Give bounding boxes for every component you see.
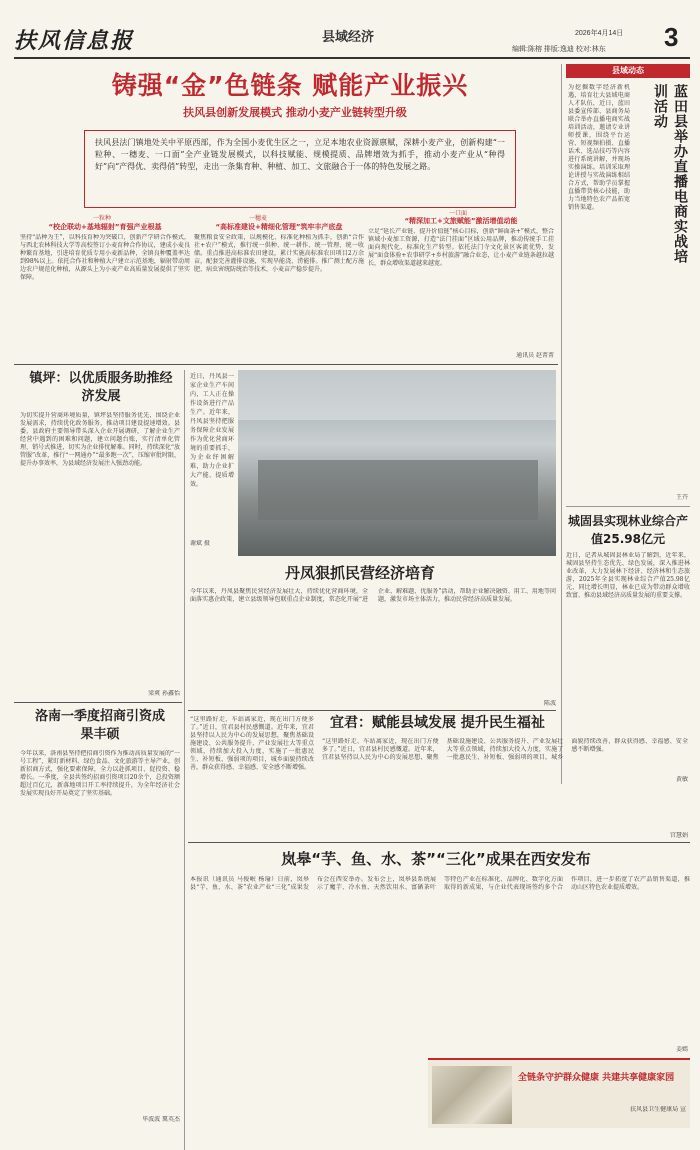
sidebar-label: 县域动态: [612, 66, 644, 75]
col1-kicker: 一粒种: [92, 215, 111, 222]
photo-caption: 近日，丹凤县一家企业生产车间内，工人正在操作设备进行产品生产。近年来，丹凤县坚持把服务保障企业发展作为优化营商环境的重要抓手，为企业纾困解难，助力企业扩大产能、提质增效。: [190, 373, 234, 488]
editors-line: 编辑:陈榕 排版:逸迪 校对:林东: [512, 46, 606, 53]
danfeng-title: 丹凤狠抓民营经济培育: [284, 564, 435, 582]
sidebar-byline: 王卉: [675, 494, 688, 501]
sidebar-body: 为挖掘数字经济新机遇，培育壮大县域电商人才队伍，近日，蓝田县委宣传部、县商务局联合举办直播电商实战培训活动，邀请专业讲师授课，围绕平台运营、短视频拍摄、直播话术、选品技巧等内容进行系统讲解，并现场实操演练。培训采取理论讲授与实战演练相结合方式，帮助学员掌握直播带货核心技能，助力当地特色农产品拓宽销售渠道。: [568, 84, 630, 211]
col3-byline: 通讯员 赵菁菁: [516, 352, 554, 359]
left-col-divider: [184, 370, 185, 1150]
langao-body: 本报讯（通讯员 马俊岷 杨瑜）日前，岚皋县“芋、鱼、水、茶”农业产业“三化”成果发布会在西安举办。发布会上，岚皋县系统展示了魔芋、冷水鱼、天然饮用水、富硒茶叶等特色产业在标准化、品牌化、数字化方面取得的新成果，与企业代表现场签约多个合作项目，进一步拓宽了农产品销售渠道，推动山区特色农业提质增效。: [190, 876, 690, 891]
zhenping-title: 镇坪：以优质服务助推经济发展: [29, 371, 173, 404]
col1-title: “校企联动+基地辐射”育强产业根基: [48, 223, 162, 231]
item2-title: 城固县实现林业综合产值25.98亿元: [567, 514, 688, 546]
luonan-body: 今年以来，洛南县坚持把招商引资作为推动高质量发展的“一号工程”，紧盯新材料、绿色食品、文化旅游等主导产业，创新招商方式，强化要素保障，全力以赴抓项目、促投资、稳增长。一季度，全县共签约招商引资项目20余个，总投资额超过百亿元，新落地项目开工率持续提升，为全年经济社会发展实现良好开局奠定了坚实基础。: [20, 750, 180, 797]
masthead-rule: [14, 57, 690, 59]
lead-summary: 扶风县法门镇地处关中平原西部，作为全国小麦优生区之一，立足本地农业资源禀赋，深耕小麦产业，创新构建“一粒种、一穗麦、一口面”全产业链发展模式，以科技赋能、规模提质、品牌增效为抓手，推动小麦产业从“种得好”向“产得优、卖得俏”转型，走出一条集育种、种植、加工、文旅融合于一体的特色发展之路。: [84, 130, 516, 208]
page-number: 3: [664, 22, 679, 52]
col3-title: “精深加工+文旅赋能”激活增值动能: [404, 217, 518, 225]
photo-byline: 谢斌 摄: [190, 540, 210, 547]
lead-subtitle: 扶风县创新发展模式 推动小麦产业链转型升级: [183, 106, 407, 119]
zhenping-byline: 梁爽 孙鑫怡: [148, 690, 180, 697]
col2-kicker: 一穗麦: [248, 215, 267, 222]
luonan-title: 洛南一季度招商引资成果丰硕: [34, 709, 165, 742]
yijun-body-2: “这里路好走、车站离家近，现在出门方便多了。”近日，宜君县村民感慨道。近年来，宜君县坚持以人民为中心的发展思想，聚焦基础设施建设、公共服务提升、产业发展壮大等重点领域，持续加大投入力度，实施了一批惠民生、补短板、强弱项的项目，城乡面貌持续改善，群众获得感、幸福感、安全感不断增强。: [322, 738, 688, 761]
langao-title: 岚皋“芋、鱼、水、茶”“三化”成果在西安发布: [281, 850, 591, 868]
col2-body: 聚焦粮食安全政策，以规模化、标准化种植为抓手，创新“合作社+农户”模式，推行统一供种、统一耕作、统一管理、统一收储。重点推进高标准农田建设，累计实施高标准农田项目2万余亩，配套完善灌排设施，实现旱能浇、涝能排。推广测土配方施肥、病虫害统防统治等技术，小麦亩产稳步提升。: [194, 234, 364, 273]
yijun-lead-body: “这里路好走、车站离家近，现在出门方便多了。”近日，宜君县村民感慨道。近年来，宜君县坚持以人民为中心的发展思想，聚焦基础设施建设、公共服务提升、产业发展壮大等重点领域，持续加大投入力度，实施了一批惠民生、补短板、强弱项的项目，城乡面貌持续改善，群众获得感、幸福感、安全感不断增强。: [190, 716, 314, 771]
luonan-byline: 毕波波 冀英杰: [142, 1116, 180, 1123]
col3-body: 立足“延长产业链、提升价值链”核心目标，创新“鲜面条+”模式，整合镇域小麦加工资源，打造“法门挂面”区域公用品牌，推动传统手工挂面向现代化、标准化生产转型。依托法门寺文化景区客流优势，发展“面食体验+农事研学+乡村旅游”融合业态，让小麦产业链条越拉越长，群众增收渠道越来越宽。: [368, 228, 554, 267]
section-name: 县域经济: [322, 30, 375, 45]
lead-title: 铸强“金”色链条 赋能产业振兴: [111, 71, 469, 100]
paper-logo: 扶风信息报: [14, 28, 135, 54]
col2-title: “高标准建设+精细化管理”筑牢丰产底盘: [215, 223, 343, 231]
langao-rule: [188, 842, 690, 843]
col3-kicker: 一口面: [448, 210, 467, 217]
yijun-rule: [188, 710, 556, 711]
luonan-rule: [14, 702, 182, 703]
danfeng-byline: 陈波: [543, 700, 556, 707]
ad-image: [432, 1066, 512, 1124]
yijun-title: 宜君：赋能县域发展 提升民生福祉: [330, 715, 545, 731]
danfeng-body: 今年以来，丹凤县聚焦民营经济发展壮大，持续优化营商环境，全面落实惠企政策，建立县级领导包联重点企业制度，常态化开展“进企业、解难题、优服务”活动，帮助企业解决融资、用工、用地等问题，激发市场主体活力，推动民营经济高质量发展。: [190, 588, 556, 603]
issue-date: 2026年4月14日: [575, 30, 624, 37]
photo-light: [238, 370, 556, 420]
col1-body: 坚持“品种为王”，以科技育种为突破口，创新产学研合作模式，与西北农林科技大学等高校签订小麦育种合作协议，建成小麦良种繁育基地，引进培育优质专用小麦新品种，全镇良种覆盖率达到98%以上。依托合作社和种植大户建立示范基地，辐射带动周边农户规范化种植，从源头上为小麦产业高质量发展提供了坚实保障。: [20, 234, 190, 281]
sidebar-title: 蓝田县举办直播电商实战培训活动: [652, 84, 688, 264]
sidebar-rule: [566, 506, 690, 507]
photo-machine: [258, 460, 538, 520]
sidebar-divider: [561, 64, 562, 784]
lead-bottom-rule: [14, 364, 558, 365]
factory-photo: [238, 370, 556, 556]
langao-byline: 姜嫣: [675, 1046, 688, 1053]
ad-text: 全链条守护群众健康 共建共享健康家园: [518, 1073, 675, 1083]
zhenping-body: 为切实提升营商环境质量，镇坪县坚持服务优先，围绕企业发展需求，持续优化政务服务，推动项目建设提速增效。县委、县政府主要领导带头深入企业开展调研，了解企业生产经营中遇到的困难和问题，建立问题台账，实行清单化管理、销号式推进，切实为企业排忧解难。同时，持续深化“放管服”改革，推行“一网通办”“最多跑一次”，压缩审批时限，提升办事效率，为县域经济发展注入强劲动能。: [20, 412, 180, 467]
yijun-byline: 宫慧娟: [669, 832, 688, 839]
item2-body: 近日，记者从城固县林业局了解到，近年来，城固县坚持生态优先、绿色发展，深入推进林业改革，大力发展林下经济、经济林和生态旅游，2025年全县实现林业综合产值25.98亿元，同比增长明显，林业已成为带动群众增收致富、推动县域经济高质量发展的重要支撑。: [566, 552, 690, 599]
ad-sponsor: 扶风县卫生健康局 宣: [630, 1106, 686, 1113]
item2-byline: 黄敏: [675, 776, 688, 783]
ad-banner: [428, 1058, 690, 1128]
